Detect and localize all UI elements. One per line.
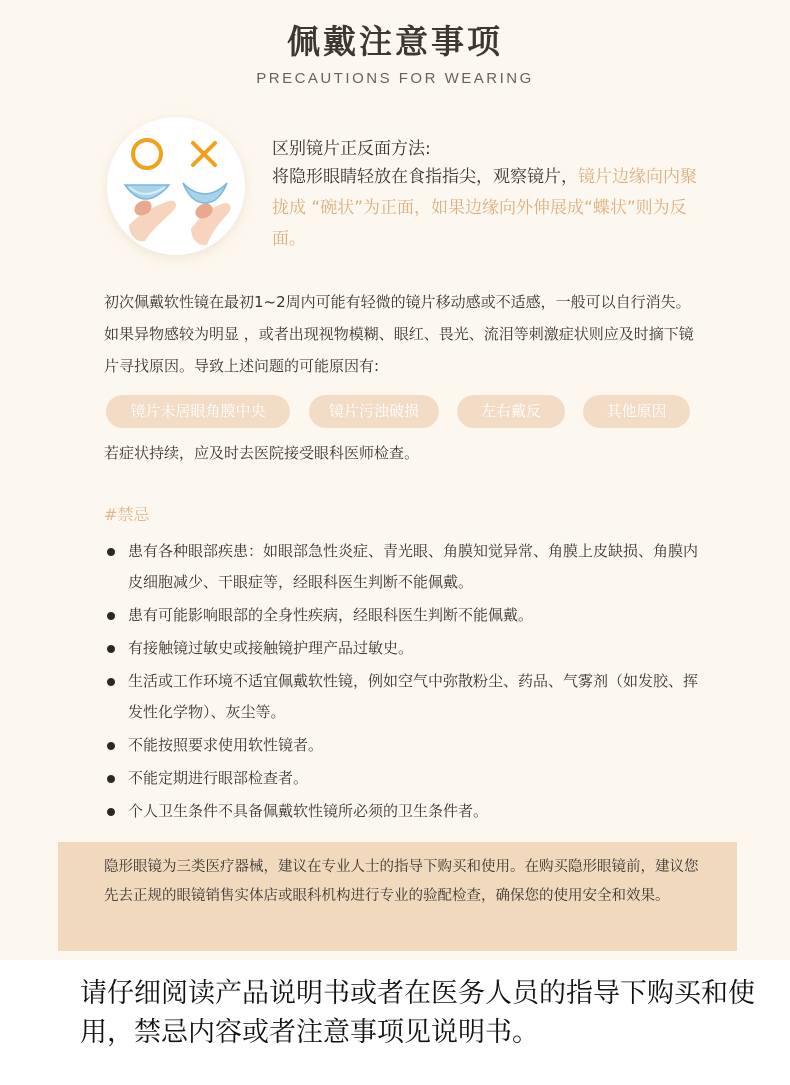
- list-item-text: 不能按照要求使用软性镜者。: [128, 736, 324, 754]
- circle-correct-icon: [133, 140, 161, 168]
- list-item: [104, 763, 704, 794]
- page-subtitle: PRECAUTIONS FOR WEARING: [256, 70, 534, 87]
- list-item: [104, 536, 704, 598]
- list-item: [104, 633, 704, 664]
- cross-wrong-icon: [193, 143, 215, 165]
- bowl-lens-graphic: [125, 185, 169, 199]
- reason-tag: 镜片未居眼角膜中央: [106, 395, 290, 428]
- tip-body: [272, 162, 702, 255]
- contraindications-list: [104, 536, 704, 829]
- list-item: [104, 600, 704, 631]
- bullet-icon: [107, 612, 115, 620]
- after-reasons-text: 若症状持续，应及时去医院接受眼科医师检查。: [104, 444, 420, 462]
- reason-tag: 镜片污浊破损: [309, 395, 439, 428]
- bullet-icon: [107, 548, 115, 556]
- tip-body-highlight: 镜片边缘向内聚拢成 “碗状”为正面，如果边缘向外伸展成“蝶状”则为反面。: [272, 167, 697, 249]
- medical-device-notice: [58, 842, 737, 951]
- list-item-text: 患有各种眼部疾患：如眼部急性炎症、青光眼、角膜知觉异常、角膜上皮缺损、角膜内皮细胞减少、干眼症等，经眼科医生判断不能佩戴。: [128, 542, 699, 591]
- tip-heading: 区别镜片正反面方法:: [272, 139, 431, 159]
- bullet-icon: [107, 678, 115, 686]
- list-item: [104, 796, 704, 827]
- list-item-text: 个人卫生条件不具备佩戴软性镜所必须的卫生条件者。: [128, 802, 489, 820]
- list-item: [104, 730, 704, 761]
- lens-orientation-illustration: [107, 117, 245, 255]
- reason-tag: 其他原因: [583, 395, 690, 428]
- tip-body-text: 将隐形眼睛轻放在食指指尖，观察镜片，: [272, 167, 578, 187]
- bullet-icon: [107, 808, 115, 816]
- list-item-text: 不能定期进行眼部检查者。: [128, 769, 309, 787]
- page-title: 佩戴注意事项: [287, 22, 503, 61]
- intro-paragraph: 初次佩戴软性镜在最初1~2周内可能有轻微的镜片移动感或不适感，一般可以自行消失。如果异物感较为明显 ，或者出现视物模糊、眼红、畏光、流泪等刺激症状则应及时摘下镜片寻找原因。导致上述问题的可能原因有:: [104, 293, 694, 375]
- bullet-icon: [107, 645, 115, 653]
- list-item-text: 有接触镜过敏史或接触镜护理产品过敏史。: [128, 639, 414, 657]
- butterfly-lens-graphic: [183, 183, 227, 203]
- list-item-text: 生活或工作环境不适宜佩戴软性镜，例如空气中弥散粉尘、药品、气雾剂（如发胶、挥发性化学物）、灰尘等。: [128, 672, 699, 721]
- reason-tag: 左右戴反: [457, 395, 565, 428]
- notice-text: 隐形眼镜为三类医疗器械，建议在专业人士的指导下购买和使用。在购买隐形眼镜前，建议您先去正规的眼镜销售实体店或眼科机构进行专业的验配检查，确保您的使用安全和效果。: [104, 859, 699, 904]
- list-item-text: 患有可能影响眼部的全身性疾病，经眼科医生判断不能佩戴。: [128, 606, 534, 624]
- bullet-icon: [107, 775, 115, 783]
- list-item: [104, 666, 704, 728]
- possible-reasons: [0, 395, 790, 428]
- lens-orientation-graphic: [107, 117, 245, 255]
- bullet-icon: [107, 742, 115, 750]
- footer-disclaimer: 请仔细阅读产品说明书或者在医务人员的指导下购买和使用，禁忌内容或者注意事项见说明书。: [80, 978, 755, 1048]
- contraindications-heading: #禁忌: [104, 505, 150, 524]
